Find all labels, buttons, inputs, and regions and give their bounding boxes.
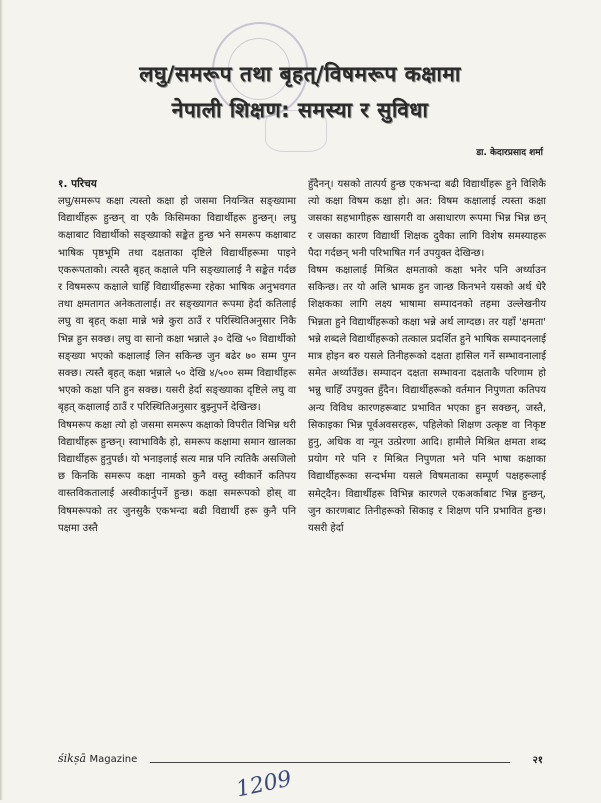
page-number: २१ xyxy=(532,755,543,766)
paragraph: लघु/समरूप कक्षा त्यस्तो कक्षा हो जसमा नियन्त्रित सङ्ख्यामा विद्यार्थीहरू हुन्छन् वा एकै किसिमका विद्यार्थीहरू हुन्छन्। लघु कक्षाबाट विद्यार्थीको सङ्ख्याको सङ्केत हुन्छ भने समरूप कक्षाबाट भाषिक पृष्ठभूमि तथा दक्षताका दृष्टिले विद्यार्थीहरूमा पाइने एकरूपताको। त्यस्तै बृहत् कक्षाले पनि सङ्ख्यालाई नै सङ्केत गर्दछ र विषमरूप कक्षाले चाहिँ विद्यार्थीहरूमा रहेका भाषिक अनुभवगत तथा क्षमतागत अनेकतालाई। तर सङ्ख्यागत रूपमा हेर्दा कतिलाई लघु वा बृहत् कक्षा मान्ने भन्ने कुरा ठाउँ र परिस्थितिअनुसार निकै भिन्न हुन सक्छ। लघु वा सानो कक्षा भन्नाले ३० देखि ५० विद्यार्थीको सङ्ख्या भएको कक्षालाई लिन सकिन्छ जुन बढेर ७० सम्म पुग्न सक्छ। त्यस्तै बृहत् कक्षा भन्नाले ५० देखि ४/५०० सम्म विद्यार्थीहरू भएको कक्षा पनि हुन सक्छ। यसरी हेर्दा सङ्ख्याका दृष्टिले लघु वा बृहत् कक्षालाई ठाउँ र परिस्थितिअनुसार बुझ्नुपर्ने देखिन्छ। xyxy=(58,196,296,414)
paragraph: विषम कक्षालाई मिश्रित क्षमताको कक्षा भनेर पनि अर्थ्याउन सकिन्छ। तर यो अलि भ्रामक हुन जान्छ किनभने यसको अर्थ धेरै शिक्षकका लागि लक्ष्य भाषामा सम्पादनको तहमा उल्लेखनीय भिन्नता हुने विद्यार्थीहरूको कक्षा भन्ने अर्थ लाग्दछ। तर यहाँ 'क्षमता' भन्ने शब्दले विद्यार्थीहरूको तत्काल प्रदर्शित हुने भाषिक सम्पादनलाई मात्र होइन बरु यसले तिनीहरूको दक्षता हासिल गर्ने सम्भावनालाई समेत अर्थ्याउँछ। सम्पादन दक्षता सम्भावना दक्षताकै परिणाम हो भन्नु चाहिँ उपयुक्त हुँदैन। विद्यार्थीहरूको वर्तमान निपुणता कतिपय अन्य विविध कारणहरूबाट प्रभावित भएका हुन सक्छन्, जस्तै, सिकाइका भिन्न पूर्वअवसरहरू, पहिलेको शिक्षण उत्कृष्ट वा निकृष्ट हुनु, अधिक वा न्यून उत्प्रेरणा आदि। हामीले मिश्रित क्षमता शब्द प्रयोग गरे पनि र मिश्रित निपुणता भने पनि भाषा कक्षाका विद्यार्थीहरूका सन्दर्भमा यसले विषमताका सम्पूर्ण पक्षहरूलाई समेट्दैन। विद्यार्थीहरू विभिन्न कारणले एकअर्काबाट भिन्न हुन्छन्, जुन कारणबाट तिनीहरूको सिकाइ र शिक्षण पनि प्रभावित हुन्छ। यसरी हेर्दा xyxy=(308,265,547,535)
page-binding-edge xyxy=(0,0,3,800)
section-heading: १. परिचय xyxy=(58,178,97,190)
right-column xyxy=(308,176,546,537)
left-column xyxy=(58,176,296,537)
author-name: डा. केदारप्रसाद शर्मा xyxy=(476,148,543,158)
magazine-brand xyxy=(58,752,137,765)
article-title-line1: लघु/समरूप तथा बृहत्/विषमरूप कक्षामा xyxy=(139,62,461,86)
paragraph: हुँदैनन्। यसको तात्पर्य हुन्छ एकभन्दा बढी विद्यार्थीहरू हुने विशिकै त्यो कक्षा विषम कक्षा हो। अत: विषम कक्षालाई त्यस्ता कक्षा जसका सहभागीहरू खासगरी वा असाधारण रूपमा भिन्न भिन्न छन् र जसका कारण विद्यार्थी शिक्षक दुवैका लागि विशेष समस्याहरू पैदा गर्दछन् भनी परिभाषित गर्न उपयुक्त देखिन्छ। xyxy=(308,179,546,259)
paragraph: विषमरूप कक्षा त्यो हो जसमा समरूप कक्षाको विपरीत विभिन्न थरी विद्यार्थीहरू हुन्छन्। स्वाभाविकै हो, समरूप कक्षामा समान खालका विद्यार्थीहरू हुनुपर्छ। यो भनाइलाई सत्य मान्न पनि त्यतिकै असजिलो छ किनकि समरूप कक्षा नामको कुनै वस्तु स्वीकार्ने कतिपय वास्तविकतालाई अस्वीकार्नुपर्ने हुन्छ। कक्षा समरूपको होस् वा विषमरूपको तर जुनसुकै एकभन्दा बढी विद्यार्थी हरू कुनै पनि पक्षमा उस्तै xyxy=(58,419,296,534)
article-title-line2: नेपाली शिक्षण: समस्या र सुविधा xyxy=(171,98,429,122)
brand-name: śikṣā xyxy=(58,752,87,765)
brand-magazine-label: Magazine xyxy=(89,754,138,765)
footer-rule xyxy=(150,762,510,763)
handwritten-note: 1209 xyxy=(234,766,294,803)
